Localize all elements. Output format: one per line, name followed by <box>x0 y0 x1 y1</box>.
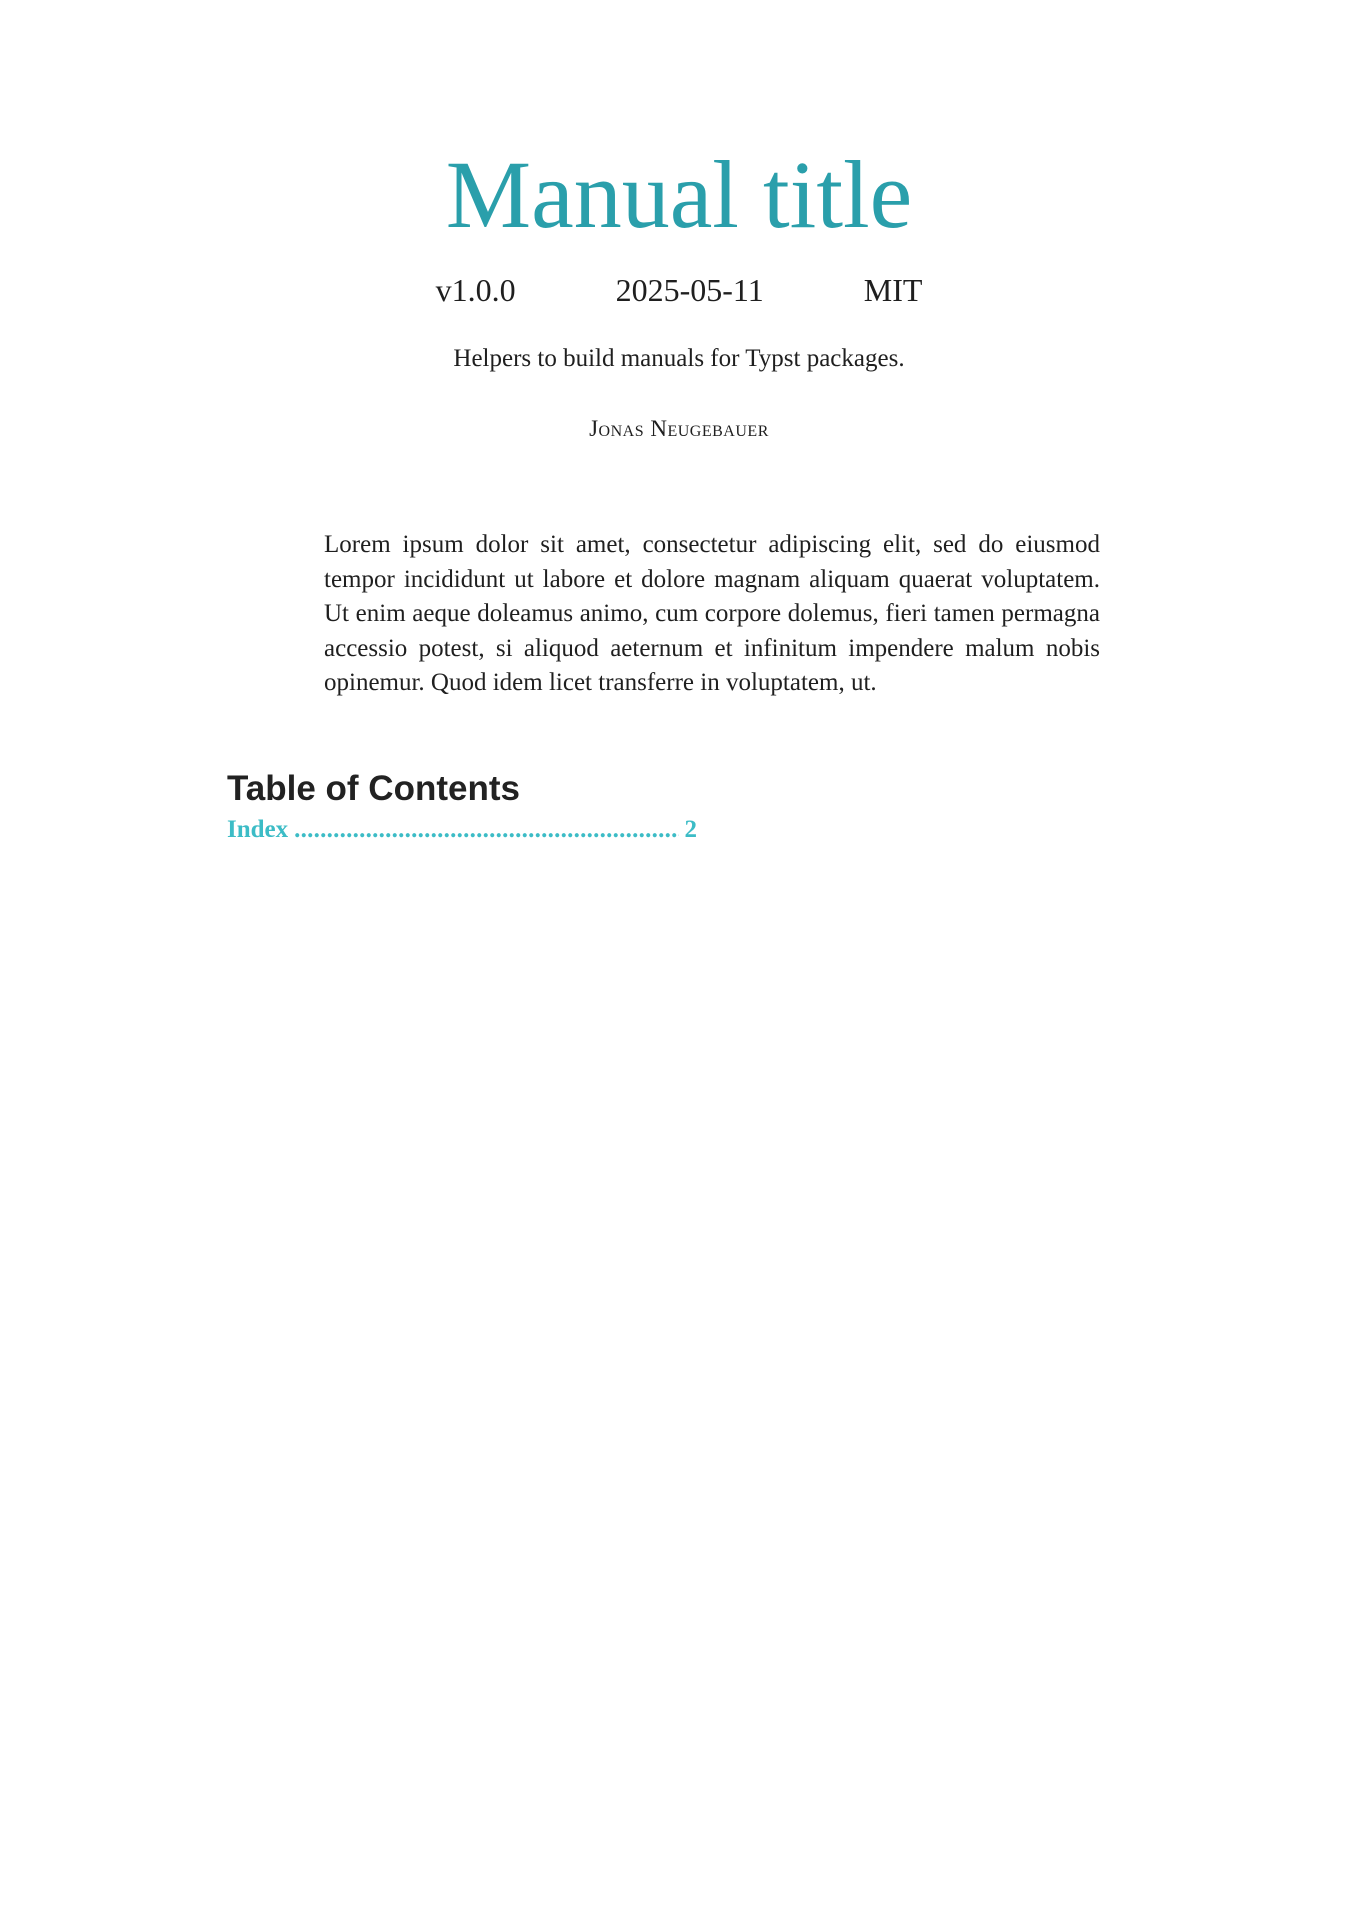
toc-list <box>227 814 697 846</box>
version-label: v1.0.0 <box>435 272 516 308</box>
date-label: 2025-05-11 <box>615 272 764 308</box>
toc-heading: Table of Contents <box>227 769 520 808</box>
license-label: MIT <box>863 272 923 308</box>
toc-entry-label[interactable]: Index <box>227 816 289 843</box>
abstract-paragraph: Lorem ipsum dolor sit amet, consectetur adipiscing elit, sed do eiusmod tempor incididunt ut labore et dolore magnam aliquam quaerat voluptatem. Ut enim aeque doleamus animo, cum corpore dolemus, fieri tamen permagna accessio potest, si aliquod aeternum et infinitum impendere malum nobis opinemur. Quod idem licet transferre in voluptatem, ut. <box>324 531 1100 696</box>
toc-entry-index[interactable] <box>227 814 697 846</box>
page-title: Manual title <box>445 141 913 248</box>
toc-leader-dots <box>294 814 678 846</box>
document-metadata <box>0 270 1358 310</box>
subtitle: Helpers to build manuals for Typst packages. <box>453 345 905 372</box>
toc-entry-page[interactable]: 2 <box>684 816 697 843</box>
author-name: Jonas Neugebauer <box>589 416 769 441</box>
